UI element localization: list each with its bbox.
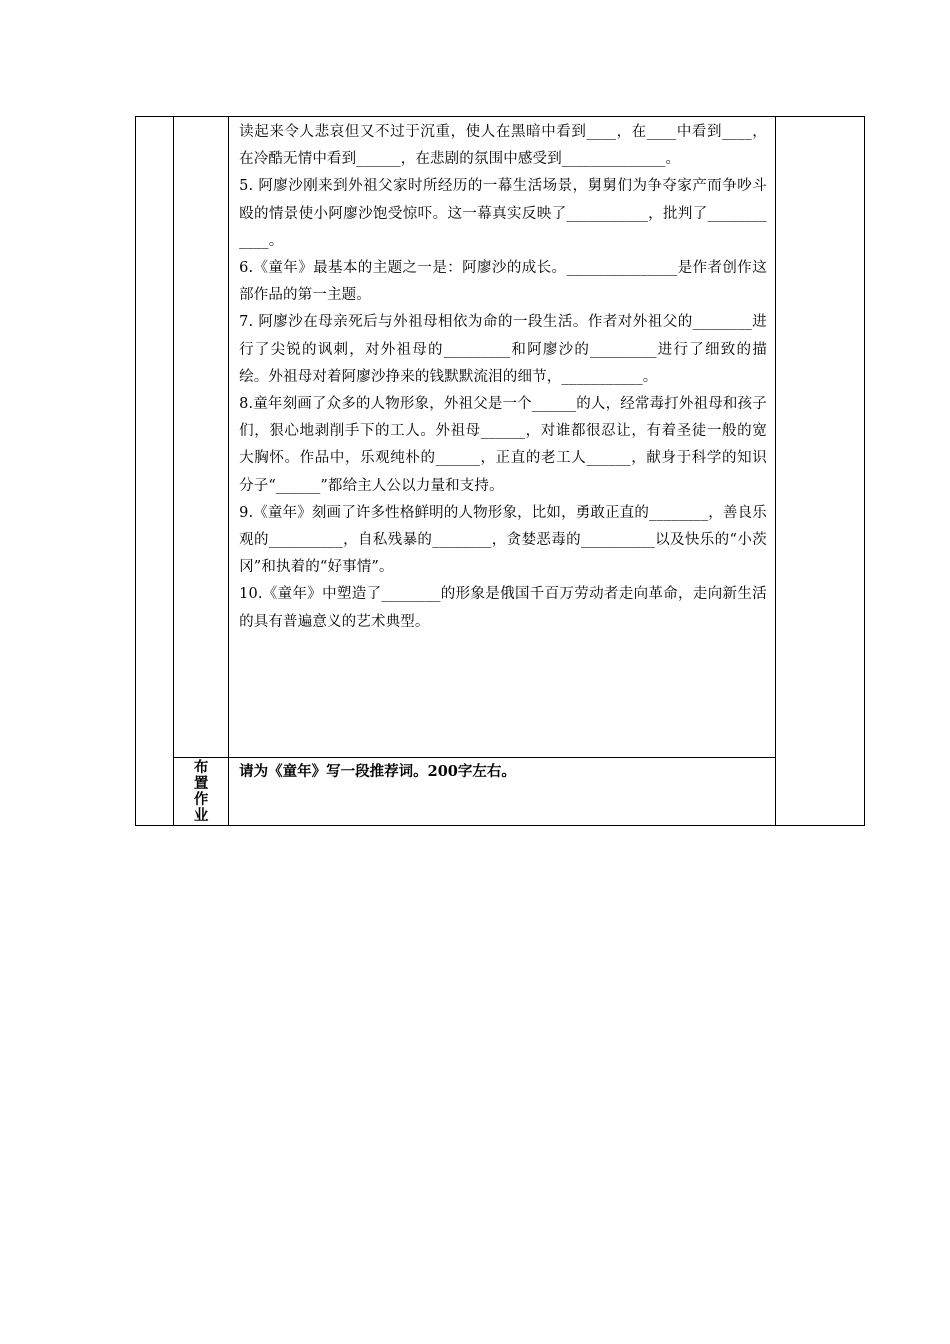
homework-label-char: 布: [193, 760, 209, 776]
homework-label-char: 作: [193, 792, 209, 808]
question-6: 6.《童年》最基本的主题之一是：阿廖沙的成长。_______________是作者创作这部作品的第一主题。: [239, 260, 767, 304]
left-margin-cell: [136, 117, 174, 826]
question-text-4-cont: 读起来令人悲哀但又不过于沉重，使人在黑暗中看到____，在____中看到____，在冷酷无情中看到______，在悲剧的氛围中感受到______________。: [239, 124, 767, 168]
homework-label-cell: [174, 758, 229, 826]
homework-row: [136, 758, 865, 826]
homework-text: 请为《童年》写一段推荐词。200字左右。: [239, 763, 516, 780]
question-5: 5. 阿廖沙刚来到外祖父家时所经历的一幕生活场景，舅舅们为争夺家产而争吵斗殴的情景使小阿廖沙饱受惊吓。这一幕真实反映了___________，批判了____________。: [239, 178, 767, 249]
homework-label-char: 置: [193, 776, 209, 792]
homework-label-char: 业: [193, 808, 209, 824]
question-7: 7. 阿廖沙在母亲死后与外祖母相依为命的一段生活。作者对外祖父的________进行了尖锐的讽刺，对外祖母的_________和阿廖沙的_________进行了细致的描绘。外祖母对着阿廖沙挣来的钱默默流泪的细节，___________。: [239, 314, 767, 385]
question-9: 9.《童年》刻画了许多性格鲜明的人物形象，比如，勇敢正直的________，善良乐观的__________，自私残暴的________，贪婪恶毒的__________以及快乐的“小茨冈”和执着的“好事情”。: [239, 504, 767, 576]
section-label-cell: [174, 117, 229, 758]
homework-content-cell: [229, 758, 776, 826]
question-10: 10.《童年》中塑造了________的形象是俄国千百万劳动者走向革命，走向新生活的具有普遍意义的艺术典型。: [239, 586, 767, 630]
question-8: 8.童年刻画了众多的人物形象，外祖父是一个______的人，经常毒打外祖母和孩子们，狠心地剥削手下的工人。外祖母______，对谁都很忍让，有着圣徒一般的宽大胸怀。作品中，乐观纯朴的______，正直的老工人______，献身于科学的知识分子“______”都给主人公以力量和支持。: [239, 396, 767, 494]
review-questions-cell: [229, 117, 776, 758]
notes-cell: [775, 117, 864, 826]
lesson-plan-table: [135, 116, 865, 826]
review-row: [136, 117, 865, 758]
